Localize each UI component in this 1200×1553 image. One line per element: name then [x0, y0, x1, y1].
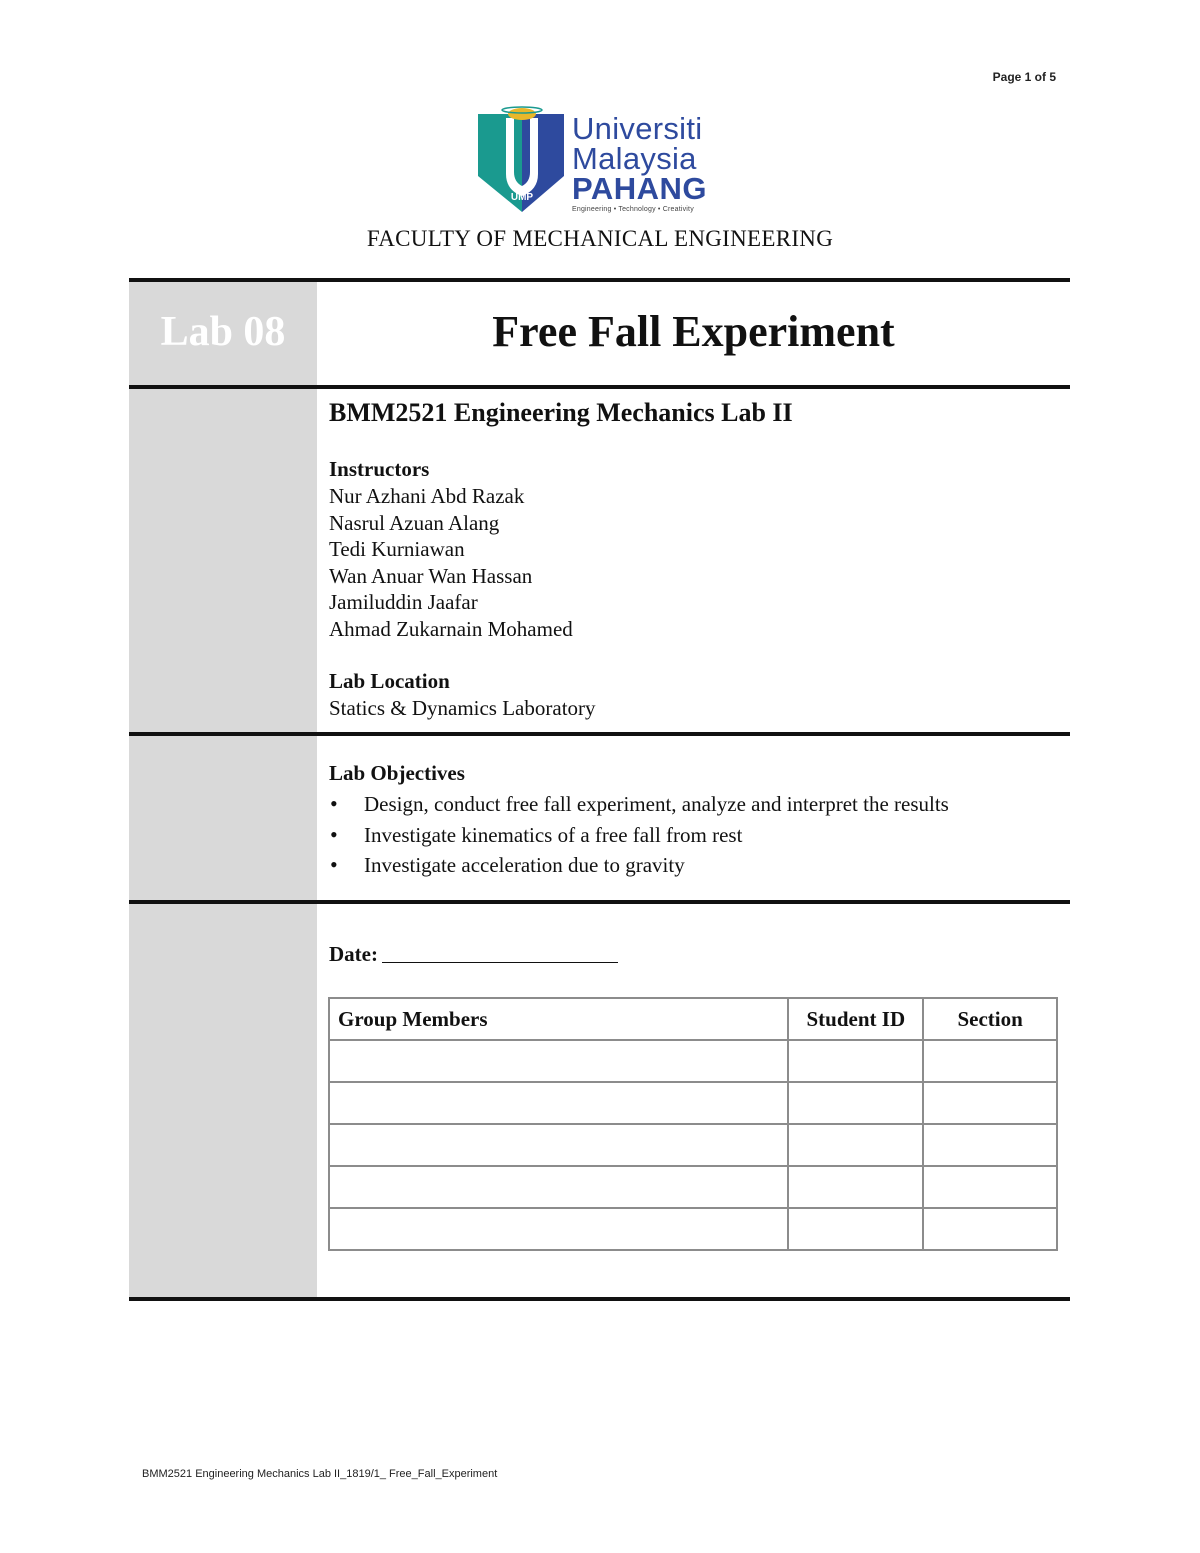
member-cell[interactable]: [329, 1124, 788, 1166]
table-row: [329, 1040, 1057, 1082]
instructors-heading: Instructors: [329, 457, 430, 481]
table-row: [329, 1208, 1057, 1250]
location-heading: Lab Location: [329, 669, 450, 693]
member-cell[interactable]: [329, 1208, 788, 1250]
page-number: Page 1 of 5: [992, 70, 1056, 84]
course-section: [329, 398, 793, 722]
section-cell[interactable]: [923, 1208, 1057, 1250]
student-id-cell[interactable]: [788, 1208, 923, 1250]
member-cell[interactable]: [329, 1166, 788, 1208]
objectives-section: [329, 760, 949, 881]
section-cell[interactable]: [923, 1166, 1057, 1208]
logo-tagline: Engineering • Technology • Creativity: [572, 206, 694, 213]
lab-title: Free Fall Experiment: [492, 307, 895, 356]
divider-objectives: [129, 732, 1070, 736]
student-id-cell[interactable]: [788, 1040, 923, 1082]
student-id-cell[interactable]: [788, 1166, 923, 1208]
logo-line-pahang: PAHANG: [572, 171, 708, 206]
document-footer: BMM2521 Engineering Mechanics Lab II_1819/1_ Free_Fall_Experiment: [142, 1468, 498, 1480]
divider-bottom: [129, 1297, 1070, 1301]
instructor-name: Wan Anuar Wan Hassan: [329, 563, 533, 588]
student-id-cell[interactable]: [788, 1082, 923, 1124]
group-members-table: [328, 997, 1058, 1251]
objectives-heading: Lab Objectives: [329, 761, 465, 785]
section-cell[interactable]: [923, 1124, 1057, 1166]
shield-text: UMP: [510, 192, 534, 203]
section-cell[interactable]: [923, 1082, 1057, 1124]
divider-group: [129, 900, 1070, 904]
location-value: Statics & Dynamics Laboratory: [329, 696, 596, 720]
ump-shield-icon: [476, 104, 566, 220]
section-cell[interactable]: [923, 1040, 1057, 1082]
date-label: Date:: [329, 942, 378, 966]
instructor-name: Nasrul Azuan Alang: [329, 510, 500, 535]
instructor-name: Jamiluddin Jaafar: [329, 590, 478, 614]
table-header-row: [329, 998, 1057, 1040]
header-group-members: Group Members: [329, 998, 788, 1040]
student-id-cell[interactable]: [788, 1124, 923, 1166]
member-cell[interactable]: [329, 1082, 788, 1124]
logo-line-universiti: Universiti: [572, 111, 703, 146]
grey-side-column: [129, 278, 317, 1298]
header-section: Section: [923, 998, 1057, 1040]
instructor-name: Ahmad Zukarnain Mohamed: [329, 616, 573, 641]
objective-item: • Investigate kinematics of a free fall from rest: [364, 820, 949, 851]
instructor-name: Tedi Kurniawan: [329, 537, 465, 561]
instructor-name: Nur Azhani Abd Razak: [329, 484, 525, 508]
divider-title: [129, 385, 1070, 389]
faculty-name: FACULTY OF MECHANICAL ENGINEERING: [366, 226, 834, 251]
course-title: BMM2521 Engineering Mechanics Lab II: [329, 398, 793, 427]
university-logo: [476, 104, 726, 224]
member-cell[interactable]: [329, 1040, 788, 1082]
header-student-id: Student ID: [788, 998, 923, 1040]
date-blank-line[interactable]: [382, 942, 618, 963]
objectives-list: [329, 789, 949, 881]
logo-line-malaysia: Malaysia: [572, 141, 697, 176]
table-row: [329, 1166, 1057, 1208]
objective-item: • Investigate acceleration due to gravity: [364, 850, 949, 881]
date-field[interactable]: [329, 942, 618, 967]
lab-number: Lab 08: [160, 309, 286, 355]
table-row: [329, 1124, 1057, 1166]
table-row: [329, 1082, 1057, 1124]
objective-item: • Design, conduct free fall experiment, analyze and interpret the results: [364, 789, 949, 820]
divider-top: [129, 278, 1070, 282]
